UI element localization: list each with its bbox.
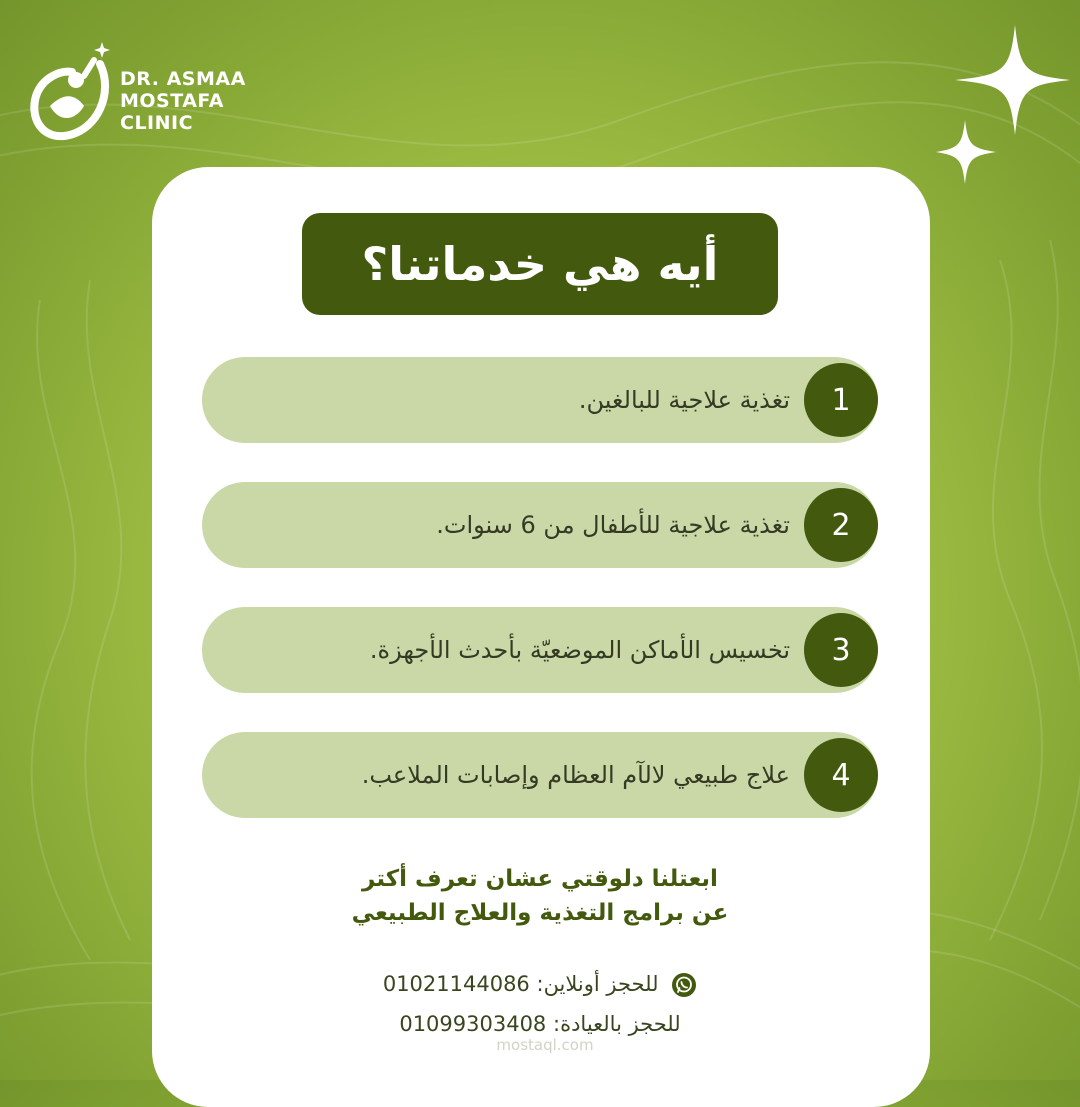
service-text: علاج طبيعي لالآم العظام وإصابات الملاعب. — [361, 761, 790, 789]
sparkle-icon — [930, 20, 1080, 200]
contact-online — [250, 972, 830, 998]
contact-clinic — [250, 1012, 830, 1036]
service-text: تغذية علاجية للأطفال من 6 سنوات. — [436, 511, 790, 539]
service-text: تخسيس الأماكن الموضعيّة بأحدث الأجهزة. — [369, 636, 790, 664]
service-number-badge: 2 — [804, 488, 878, 562]
whatsapp-icon — [671, 972, 697, 998]
service-item-4 — [202, 732, 878, 818]
service-item-2 — [202, 482, 878, 568]
contact-clinic-text: للحجز بالعيادة: 01099303408 — [399, 1012, 681, 1036]
service-text: تغذية علاجية للبالغين. — [578, 386, 790, 414]
clinic-name — [120, 68, 246, 134]
watermark: mostaql.com — [496, 1036, 594, 1054]
service-number-badge: 3 — [804, 613, 878, 687]
title-banner — [302, 213, 778, 315]
service-number-badge: 1 — [804, 363, 878, 437]
service-item-1 — [202, 357, 878, 443]
cta-line-1: ابعتلنا دلوقتي عشان تعرف أكتر — [362, 866, 718, 892]
cta-line-2: عن برامج التغذية والعلاج الطبيعي — [351, 900, 729, 926]
page-title: أيه هي خدماتنا؟ — [361, 237, 719, 291]
service-item-3 — [202, 607, 878, 693]
figure-with-star-logo-icon — [28, 36, 118, 146]
contact-online-text: للحجز أونلاين: 01021144086 — [382, 972, 659, 996]
service-number-badge: 4 — [804, 738, 878, 812]
clinic-name-line-3: CLINIC — [120, 112, 194, 134]
clinic-name-line-2: MOSTAFA — [120, 90, 224, 112]
clinic-logo — [28, 36, 268, 146]
clinic-name-line-1: DR. ASMAA — [120, 68, 246, 90]
